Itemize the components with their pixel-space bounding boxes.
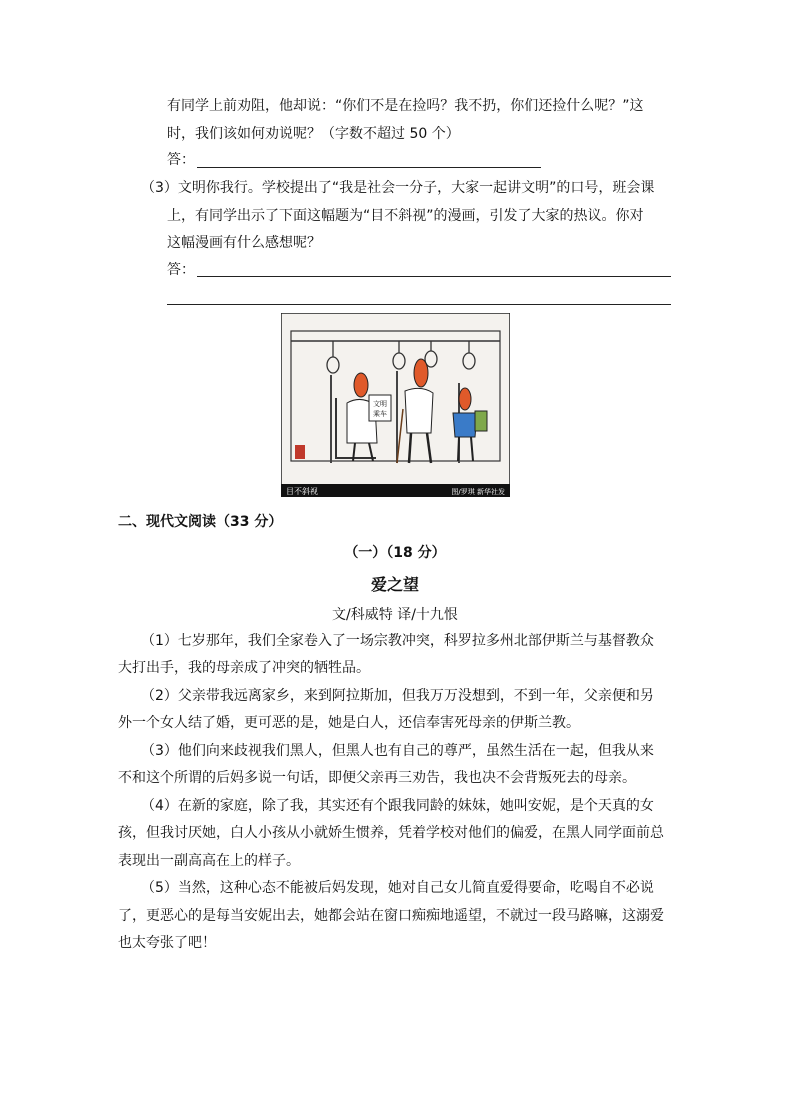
paragraph-line: （5）当然，这种心态不能被后妈发现，她对自己女儿简直爱得要命，吃喝自不必说: [141, 880, 654, 896]
q3-text-line-1: （3）文明你我行。学校提出了“我是社会一分子，大家一起讲文明”的口号，班会课: [141, 180, 655, 196]
q3-answer-label: 答：: [167, 262, 195, 278]
q3-answer-line-1[interactable]: [197, 276, 671, 277]
paragraph-line: 不和这个所谓的后妈多说一句话，即便父亲再三劝告，我也决不会背叛死去的母亲。: [118, 770, 636, 786]
paragraph-line: 也太夸张了吧！: [118, 935, 216, 951]
section-heading: 二、现代文阅读（33 分）: [118, 514, 283, 530]
cartoon-sign-text-1: 文明: [373, 400, 387, 408]
q2-answer-line[interactable]: [197, 167, 541, 168]
q2-answer-label: 答：: [167, 152, 195, 168]
paragraph-line: 外一个女人结了婚，更可恶的是，她是白人，还信奉害死母亲的伊斯兰教。: [118, 715, 580, 731]
paragraph-line: 表现出一副高高在上的样子。: [118, 853, 300, 869]
paragraph-line: （4）在新的家庭，除了我，其实还有个跟我同龄的妹妹，她叫安妮，是个天真的女: [141, 798, 654, 814]
q3-text-line-2: 上，有同学出示了下面这幅题为“目不斜视”的漫画，引发了大家的热议。你对: [167, 208, 644, 224]
cartoon-caption-right: 图/罗琪 新华社发: [451, 488, 505, 496]
paragraph-line: 了，更恶心的是每当安妮出去，她都会站在窗口痴痴地遥望，不就过一段马路嘛，这溺爱: [118, 908, 664, 924]
article-byline: 文/科威特 译/十九恨: [332, 607, 458, 623]
q3-answer-line-2[interactable]: [167, 304, 671, 305]
paragraph-line: （2）父亲带我远离家乡，来到阿拉斯加，但我万万没想到，不到一年，父亲便和另: [141, 688, 654, 704]
paragraph-line: （1）七岁那年，我们全家卷入了一场宗教冲突，科罗拉多州北部伊斯兰与基督教众: [141, 633, 654, 649]
paragraph-line: （3）他们向来歧视我们黑人，但黑人也有自己的尊严，虽然生活在一起，但我从来: [141, 743, 654, 759]
q2-text-line-1: 有同学上前劝阻，他却说：“你们不是在捡吗？我不扔，你们还捡什么呢？”这: [167, 98, 644, 114]
q3-text-line-3: 这幅漫画有什么感想呢？: [167, 235, 321, 251]
sub-heading: （一）（18 分）: [344, 545, 446, 561]
cartoon-sign-text-2: 乘车: [373, 410, 387, 418]
paragraph-line: 孩，但我讨厌她，白人小孩从小就娇生惯养，凭着学校对他们的偏爱，在黑人同学面前总: [118, 825, 664, 841]
paragraph-line: 大打出手，我的母亲成了冲突的牺牲品。: [118, 660, 370, 676]
article-title: 爱之望: [370, 575, 419, 594]
q2-text-line-2: 时，我们该如何劝说呢？（字数不超过 50 个）: [167, 126, 460, 142]
cartoon-caption-left: 目不斜视: [286, 487, 318, 496]
cartoon-image: [281, 313, 510, 497]
